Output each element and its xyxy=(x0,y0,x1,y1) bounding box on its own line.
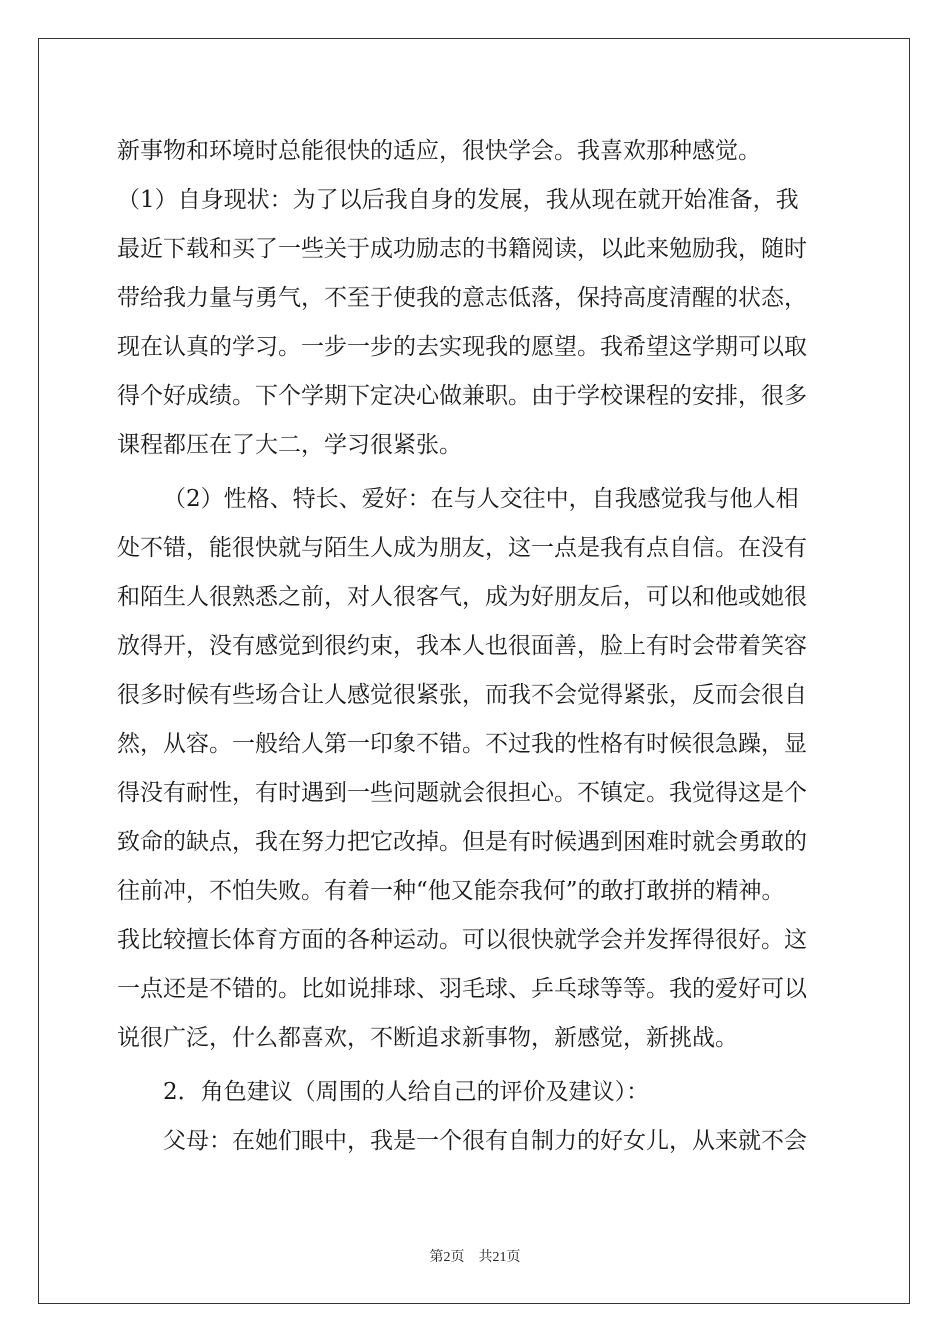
text-line: 和陌生人很熟悉之前，对人很客气，成为好朋友后，可以和他或她很 xyxy=(117,584,807,610)
text-line: 处不错，能很快就与陌生人成为朋友，这一点是我有点自信。在没有 xyxy=(117,535,807,561)
text-line: 课程都压在了大二，学习很紧张。 xyxy=(117,432,462,458)
page-number: 第2页 共21页 xyxy=(429,1250,521,1265)
text-line: 致命的缺点，我在努力把它改掉。但是有时候遇到困难时就会勇敢的 xyxy=(117,829,807,855)
text-line: 新事物和环境时总能很快的适应，很快学会。我喜欢那种感觉。 xyxy=(117,138,761,164)
text-line: 一点还是不错的。比如说排球、羽毛球、乒乓球等等。我的爱好可以 xyxy=(117,976,807,1002)
text-line: 说很广泛，什么都喜欢，不断追求新事物，新感觉，新挑战。 xyxy=(117,1025,738,1051)
text-line: 我比较擅长体育方面的各种运动。可以很快就学会并发挥得很好。这 xyxy=(117,927,807,953)
page-border xyxy=(38,38,910,1304)
text-line: （2）性格、特长、爱好：在与人交往中，自我感觉我与他人相 xyxy=(163,486,799,512)
text-line: （1）自身现状：为了以后我自身的发展，我从现在就开始准备，我 xyxy=(117,187,799,213)
text-line: 得个好成绩。下个学期下定决心做兼职。由于学校课程的安排，很多 xyxy=(117,383,807,409)
text-line: 最近下载和买了一些关于成功励志的书籍阅读，以此来勉励我，随时 xyxy=(117,236,807,262)
text-line: 父母：在她们眼中，我是一个很有自制力的好女儿，从来就不会 xyxy=(163,1128,807,1154)
text-line: 得没有耐性，有时遇到一些问题就会很担心。不镇定。我觉得这是个 xyxy=(117,780,807,806)
text-line: 2．角色建议（周围的人给自己的评价及建议）： xyxy=(163,1079,650,1105)
text-line: 带给我力量与勇气，不至于使我的意志低落，保持高度清醒的状态， xyxy=(117,285,807,311)
text-line: 现在认真的学习。一步一步的去实现我的愿望。我希望这学期可以取 xyxy=(117,334,807,360)
text-line: 然，从容。一般给人第一印象不错。不过我的性格有时候很急躁，显 xyxy=(117,731,807,757)
text-line: 放得开，没有感觉到很约束，我本人也很面善，脸上有时会带着笑容 xyxy=(117,633,807,659)
text-line: 往前冲，不怕失败。有着一种“他又能奈我何”的敢打敢拼的精神。 xyxy=(117,878,785,904)
text-line: 很多时候有些场合让人感觉很紧张，而我不会觉得紧张，反而会很自 xyxy=(117,682,807,708)
